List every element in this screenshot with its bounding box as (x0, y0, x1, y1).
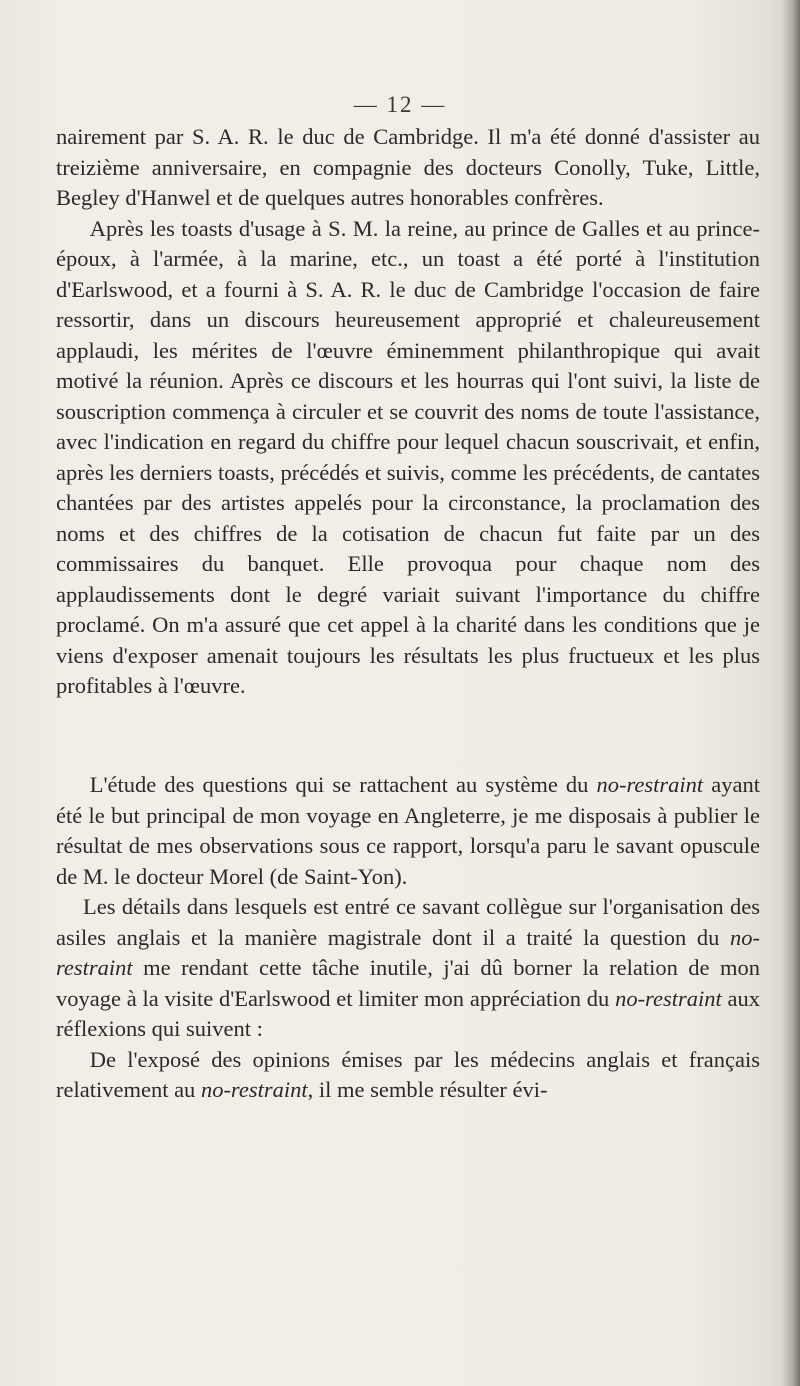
paragraph-details: Les détails dans lesquels est entré ce savant collègue sur l'organisation des asiles anglais et la manière magistrale dont il a traité la question du no-restraint me rendant cette tâche inutile, j'ai dû borner la relation de mon voyage à la visite d'Earlswood et limiter mon appréciation du no-restraint aux réflexions qui suivent : (56, 894, 760, 1041)
paragraph-toasts: Après les toasts d'usage à S. M. la reine, au prince de Galles et au prince-époux, à l'armée, à la marine, etc., un toast a été porté à l'institution d'Earlswood, et a fourni à S. A. R. le duc de Cambridge l'occasion de faire ressortir, dans un discours heureusement approprié et chaleureusement applaudi, les mérites de l'œuvre éminemment philanthropique qui avait motivé la réunion. Après ce discours et les hourras qui l'ont suivi, la liste de souscription commença à circuler et se couvrit des noms de toute l'assistance, avec l'indication en regard du chiffre pour lequel chacun souscrivait, et enfin, après les derniers toasts, précédés et suivis, comme les précédents, de cantates chantées par des artistes appelés pour la circonstance, la proclamation des noms et des chiffres de la cotisation de chacun fut faite par un des commissaires du banquet. Elle provoqua pour chaque nom des applaudissements dont le degré variait suivant l'importance du chiffre proclamé. On m'a assuré que cet appel à la charité dans les conditions que je viens d'exposer amenait toujours les résultats les plus fructueux et les plus profitables à l'œuvre. (56, 215, 760, 698)
paragraph-opinions: De l'exposé des opinions émises par les médecins anglais et français relativement au no-restraint, il me semble résulter évi- (56, 1046, 760, 1102)
term-no-restraint: no-restraint (200, 1077, 308, 1102)
text-section-banquet (56, 122, 760, 702)
paragraph-continuation: nairement par S. A. R. le duc de Cambridge. Il m'a été donné d'assister au treizième anniversaire, en compagnie des docteurs Conolly, Tuke, Little, Begley d'Hanwel et de quelques autres honorables confrères. (56, 124, 760, 210)
paragraph-study: L'étude des questions qui se rattachent au système du no-restraint ayant été le but principal de mon voyage en Angleterre, je me disposais à publier le résultat de mes observations sous ce rapport, lorsqu'a paru le savant opuscule de M. le docteur Morel (de Saint-Yon). (56, 772, 760, 889)
page-number: — 12 — (353, 92, 447, 117)
term-no-restraint: no-restraint (56, 924, 760, 980)
page-edge-shadow (782, 0, 800, 1386)
text-section-no-restraint (56, 770, 760, 1106)
term-no-restraint: no-restraint (615, 985, 722, 1011)
term-no-restraint: no-restraint (596, 772, 704, 797)
